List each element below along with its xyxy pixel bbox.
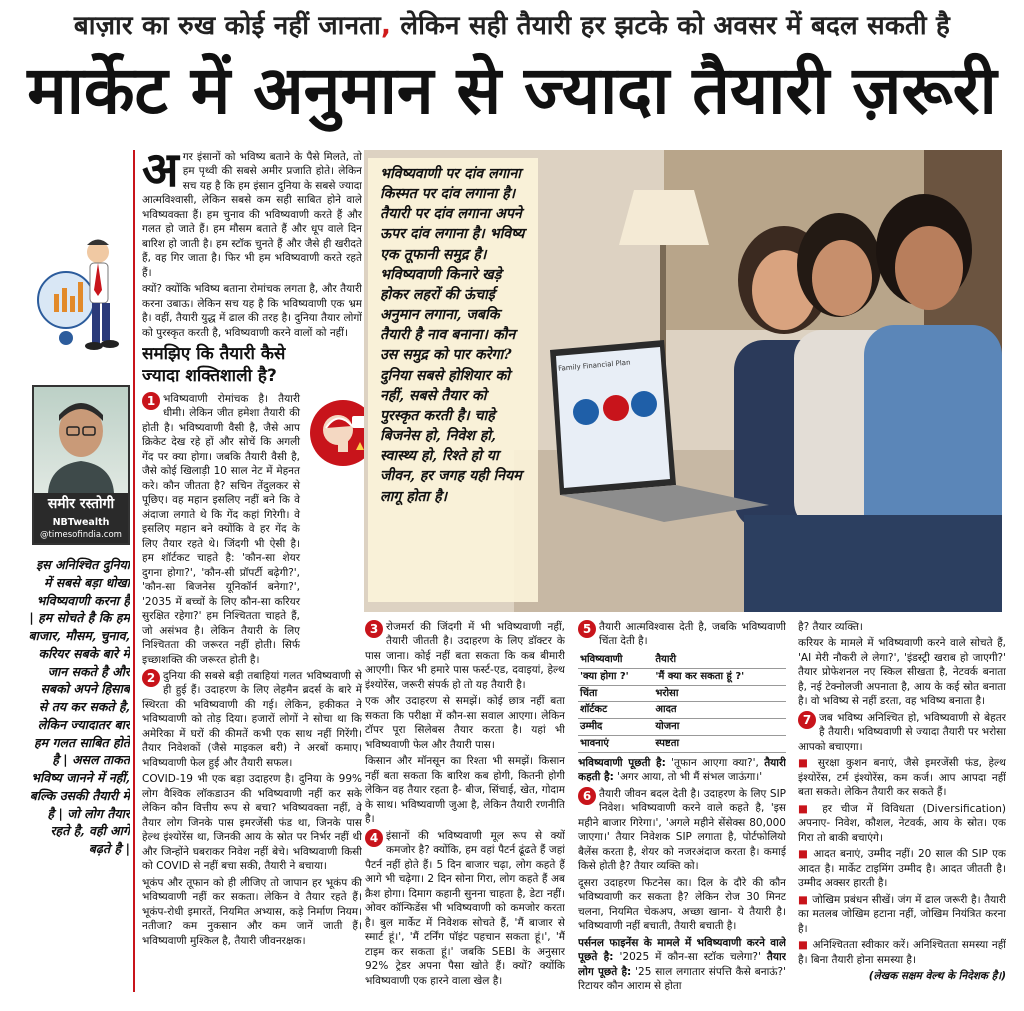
- number-badge-5: 5: [578, 620, 596, 638]
- comparison-table: [578, 652, 786, 753]
- table-row: [578, 735, 786, 752]
- career-paragraph: करियर के मामले में भविष्यवाणी करने वाले सोचते हैं, 'AI मेरी नौकरी ले लेगा?', 'इंडस्ट्री खराब हो जाएगी?' तैयार प्रोफेशनल नए स्किल सीखता है, नेटवर्क बनाता है, नई टेक्नोलजी अपनाता है, आय के कई स्रोत बनाता है। वो भविष्य से नहीं डरता, वह भविष्य बनाता है।: [798, 637, 1006, 708]
- list-item: ■ आदत बनाएं, उम्मीद नहीं। 20 साल की SIP एक आदत है। मार्केट टाइमिंग उम्मीद है। आदत जीतती है। उम्मीद अक्सर हारती है।: [798, 848, 1006, 890]
- table-header-cell: तैयारी: [653, 652, 786, 668]
- asks-paragraph: भविष्यवाणी पूछती है: 'तूफान आएगा क्या?', तैयारी कहती है: 'अगर आया, तो भी मैं संभल जाऊंगा।': [578, 756, 786, 784]
- point-4: 4 इंसानों की भविष्यवाणी मूल रूप से क्यों कमजोर है? क्योंकि, हम वहां पैटर्न ढूंढते हैं जहां पैटर्न नहीं होते हैं। 5 दिन बाजार चढ़ा, लोग कहते हैं आगे भी चढ़ेगा। 2 दिन सोना गिरा, लोग कहते हैं अब क्रैश होगा। दिमाग कहानी सुनना चाहता है, डेटा नहीं। ओवर कॉन्फिडेंस भी भविष्यवाणी को कमजोर करता है। बुल मार्केट में निवेशक सोचते हैं, 'मैं बाजार से स्मार्ट हूं।', 'मैं टर्निंग पॉइंट पहचान सकता हूं।', 'मैं टाइम कर सकता हूं।' जबकि SEBI के अनुसार 92% ट्रेडर अपना पैसा खोते हैं। क्यों? क्योंकि भविष्यवाणी एक हारने वाला खेल है।: [365, 829, 565, 987]
- table-cell: भरोसा: [653, 685, 786, 702]
- continuation-text: है? तैयार व्यक्ति।: [798, 621, 863, 633]
- bullet-icon: ■: [798, 802, 823, 815]
- table-cell: आदत: [653, 702, 786, 719]
- earthquake-paragraph: भूकंप और तूफान को ही लीजिए तो जापान हर भूकंप की भविष्यवाणी नहीं कर सकता। लेकिन वे तैयार रहते हैं। भूकंप-रोधी इमारतें, नियमित अभ्यास, कड़े निर्माण नियम। नतीजा? कम नुकसान और कम जानें जाती हैं। भविष्यवाणी मुश्किल है, तैयारी जीवनरक्षक।: [142, 876, 362, 947]
- number-badge-4: 4: [365, 829, 383, 847]
- author-handle: @timesofindia.com: [40, 530, 122, 540]
- number-badge-6: 6: [578, 787, 596, 805]
- column-1: [142, 150, 362, 1000]
- point-1: 1 भविष्यवाणी रोमांचक है। तैयारी धीमी। लेकिन जीत हमेशा तैयारी की होती है। भविष्यवाणी वैसी है, जैसे आप क्रिकेट देख रहे हों और सोचें कि अगली गेंद पर क्या होगा। जबकि तैयारी वैसी है, जैसे कोई खिलाड़ी 10 साल नेट में मेहनत करे। कौन जीतता है? सचिन तेंदुलकर से पूछिए। वह महान इसलिए नहीं बने कि वे अंदाजा लगाते थे कि गेंद कहां गिरेगी। वे इसलिए महान बने क्योंकि वे हर गेंद के लिए तैयार रहते थे। जिंदगी भी ऐसी है। हम शॉर्टकट चाहते है: 'कौन-सा शेयर दुगना होगा?', 'कौन-सी प्रॉपर्टी बढ़ेगी?', 'कौन-सा बिजनेस यूनिकॉर्न बनेगा?', '2035 में बच्चों के लिए कौन-सा करियर सुरक्षित रहेगा?' हम निश्चितता चाहते हैं, जो असंभव है। लेकिन तैयारी के लिए निश्चितता की जरूरत नहीं होती। सिर्फ इच्छाशक्ति की जरूरत होती है।: [142, 392, 300, 666]
- point-2: 2 दुनिया की सबसे बड़ी तबाहियां गलत भविष्यवाणी से ही हुई हैं। उदाहरण के लिए लेहमैन ब्रदर्स के बारे में स्थिरता की भविष्यवाणी की गई। लेकिन, हकीकत ने भविष्यवाणी को तोड़ दिया। हजारों लोगों ने सोचा था कि अमेरिका में घरों की कीमतें कभी एक साथ नहीं गिरेंगी। तैयार निवेशकों (जैसे माइकल बरी) ने अरबों कमाए। भविष्यवाणी फेल हुई और तैयारी सफल।: [142, 670, 362, 769]
- list-item: ■ सुरक्षा कुशन बनाएं, जैसे इमरजेंसी फंड, हेल्थ इंश्योरेंस, टर्म इंश्योरेंस, कम कर्ज। आप आपदा नहीं बता सकते। लेकिन तैयारी कर सकते हैं।: [798, 757, 1006, 799]
- column-divider: [133, 150, 135, 992]
- kicker-part2: लेकिन सही तैयारी हर झटके को अवसर में बदल सकती है: [391, 11, 951, 41]
- table-header-cell: भविष्यवाणी: [578, 652, 653, 668]
- list-item: ■ अनिश्चितता स्वीकार करें। अनिश्चितता समस्या नहीं है। बिना तैयारी होना समस्या है।: [798, 939, 1006, 966]
- intro-paragraph: अगर इंसानों को भविष्य बताने के पैसे मिलते, तो हम पृथ्वी की सबसे अमीर प्रजाति होते। लेकिन सच यह है कि हम इंसान दुनिया के सबसे ज्यादा आत्मविश्वासी, लेकिन सबसे कम सही साबित होने वाले भविष्यवक्ता हैं। हम चुनाव की भविष्यवाणी करते हैं और गलत हो जाते हैं। हम मौसम बताते हैं और धूप वाले दिन बारिश हो जाती है। हम स्टॉक चुनते हैं और जैसे ही खरीदते हैं, वह गिर जाता है। फिर भी हम भविष्यवाणी करते रहते हैं।: [142, 150, 362, 279]
- table-cell: शॉर्टकट: [578, 702, 653, 719]
- column-3: [578, 620, 786, 1000]
- bullet-icon: ■: [798, 848, 814, 861]
- sidebar-quote: इस अनिश्चित दुनिया में सबसे बड़ा धोखा भविष्यवाणी करना है | हम सोचते है कि हम बाजार, मौसम, चुनाव, करियर सबके बारे में जान सकते है और सबको अपने हिसाब से तय कर सकते है, लेकिन ज्यादातर बार हम गलत साबित होते है | असल ताकत भविष्य जानने में नहीं, बल्कि उसकी तैयारी में है | जो लोग तैयार रहते है, वही आगे बढ़ते है |: [28, 557, 130, 856]
- kicker-comma: ,: [381, 11, 392, 41]
- author-credit: (लेखक सक्षम वेल्थ के निदेशक है।): [868, 970, 1006, 983]
- pull-quote: भविष्यवाणी पर दांव लगाना किस्मत पर दांव लगाना है। तैयारी पर दांव लगाना अपने ऊपर दांव लगाना है। भविष्य एक तूफानी समुद्र है। भविष्यवाणी किनारे खड़े होकर लहरों की ऊंचाई अनुमान लगाना, जबकि तैयारी है नाव बनाना। कौन उस समुद्र को पार करेगा? दुनिया सबसे होशियार को नहीं, सबसे तैयार को पुरस्कृत करती है। चाहे बिजनेस हो, निवेश हो, स्वास्थ्य हो, रिश्ते हो या जीवन, हर जगह यही नियम लागू होता है।: [368, 158, 538, 602]
- table-cell: 'मैं क्या कर सकता हूं ?': [653, 668, 786, 685]
- farmer-paragraph: किसान और मॉनसून का रिश्ता भी समझें। किसान नहीं बता सकता कि बारिश कब होगी, कितनी होगी लेकिन वह तैयार रहता है- बीज, सिंचाई, खेत, गोदाम के साथ। भविष्यवाणी जुआ है, लेकिन तैयारी रणनीति है।: [365, 755, 565, 826]
- table-cell: 'क्या होगा ?': [578, 668, 653, 685]
- table-row: [578, 668, 786, 685]
- cartoon-illustration: [28, 230, 128, 360]
- table-row: [578, 685, 786, 702]
- point-6: 6 तैयारी जीवन बदल देती है। उदाहरण के लिए SIP निवेश। भविष्यवाणी करने वाले कहते है, 'इस महीने बाजार गिरेगा।', 'अगले महीने सेंसेक्स 80,000 जाएगा।' तैयार निवेशक SIP लगाता है, पोर्टफोलियो बैलेंस करता है, शेयर को नजरअंदाज करता है। कमाई किसे होती है? तैयार व्यक्ति को।: [578, 787, 786, 873]
- point-5: 5 तैयारी आत्मविश्वास देती है, जबकि भविष्यवाणी चिंता देती है।: [578, 620, 786, 649]
- list-item: ■ हर चीज में विविधता (Diversification) अपनाए- निवेश, कौशल, नेटवर्क, आय के स्रोत। एक गिरा तो बाकी बचाएंगे।: [798, 802, 1006, 844]
- author-name: समीर रस्तोगी: [47, 496, 115, 512]
- table-row: [578, 719, 786, 736]
- number-badge-7: 7: [798, 711, 816, 729]
- column-4: [798, 620, 1006, 1000]
- fitness-paragraph: दूसरा उदाहरण फिटनेस का। दिल के दौरे की कौन भविष्यवाणी कर सकता है? लेकिन रोज 30 मिनट चलना, नियमित चेकअप, अच्छा खाना- ये तैयारी है। भविष्यवाणी नहीं बचाती, तैयारी बचाती है।: [578, 876, 786, 933]
- why-paragraph: क्यों? क्योंकि भविष्य बताना रोमांचक लगता है, और तैयारी करना उबाऊ। लेकिन सच यह है कि भविष्यवाणी एक भ्रम है। वहीं, तैयारी युद्ध में ढाल की तरह है। दुनिया तैयार लोगों को पुरस्कृत करती है, भविष्यवाणी करने वालों को नहीं।: [142, 283, 362, 339]
- point-7: 7 जब भविष्य अनिश्चित हो, भविष्यवाणी से बेहतर है तैयारी। भविष्यवाणी से ज्यादा तैयारी पर भरोसा आपको बचाएगा।: [798, 711, 1006, 753]
- exam-paragraph: एक और उदाहरण से समझें। कोई छात्र नहीं बता सकता कि परीक्षा में कौन-सा सवाल आएगा। लेकिन टॉपर पूरा सिलेबस तैयार करता है। यहां भी भविष्यवाणी फेल और तैयारी पास।: [365, 695, 565, 751]
- bullet-icon: ■: [798, 893, 813, 906]
- predictor-cartoon-icon: [28, 230, 128, 360]
- bullet-icon: ■: [798, 939, 813, 952]
- table-cell: स्पष्टता: [653, 735, 786, 752]
- table-cell: उम्मीद: [578, 719, 653, 736]
- author-card: [32, 385, 130, 545]
- table-cell: भावनाएं: [578, 735, 653, 752]
- number-badge-1: 1: [142, 392, 160, 410]
- bullet-icon: ■: [798, 757, 818, 770]
- author-portrait-icon: [34, 387, 128, 493]
- author-brand: NBTwealth: [52, 517, 110, 528]
- dropcap: अ: [142, 150, 179, 198]
- table-row: [578, 702, 786, 719]
- kicker: [0, 6, 1024, 42]
- table-cell: योजना: [653, 719, 786, 736]
- column-2: [365, 620, 565, 1000]
- number-badge-3: 3: [365, 620, 383, 638]
- table-cell: चिंता: [578, 685, 653, 702]
- table-header-row: [578, 652, 786, 668]
- covid-paragraph: COVID-19 भी एक बड़ा उदाहरण है। दुनिया के 99% लोग वैश्विक लॉकडाउन की भविष्यवाणी नहीं कर सके लेकिन कौन वित्तीय रूप से बचा? भविष्यवक्ता नहीं, वे तैयार लोग जिनके पास इमरजेंसी फंड था, जिनके पास हेल्थ इंश्योरेंस था, जिनकी आय के स्रोत पर निर्भर नहीं थी और जिन्होंने घबराकर निवेश नहीं बेचे। भविष्यवाणी किसी को COVID से नहीं बचा सकी, तैयारी ने बचाया।: [142, 773, 362, 873]
- list-item: ■ जोखिम प्रबंधन सीखें। जंग में ढाल जरूरी है। तैयारी का मतलब जोखिम हटाना नहीं, जोखिम नियंत्रित करना है।: [798, 893, 1006, 935]
- headline: मार्केट में अनुमान से ज्यादा तैयारी ज़रूरी: [27, 52, 997, 129]
- kicker-part1: बाज़ार का रुख कोई नहीं जानता: [73, 11, 381, 41]
- finance-paragraph: पर्सनल फाइनेंस के मामले में भविष्यवाणी करने वाले पूछते है: '2025 में कौन-सा स्टॉक चलेगा?' तैयार लोग पूछते है: '25 साल लगातार संपत्ति कैसे बनाऊं?' रिटायर कौन आराम से होता: [578, 936, 786, 993]
- subheading: समझिए कि तैयारी कैसे ज्यादा शक्तिशाली है?: [142, 344, 286, 386]
- number-badge-2: 2: [142, 669, 160, 687]
- point-3: 3 रोजमर्रा की जिंदगी में भी भविष्यवाणी नहीं, तैयारी जीतती है। उदाहरण के लिए डॉक्टर के पास जाना। कोई नहीं बता सकता कि कब बीमारी आएगी। फिर भी हमारे पास फर्स्ट-एड, दवाइयां, हेल्थ इंश्योरेंस, जरूरी संपर्क हो तो यह तैयारी है।: [365, 621, 565, 691]
- laptop-screen-title: Family Financial Plan: [557, 358, 631, 373]
- author-photo: [34, 387, 128, 493]
- author-info: [34, 493, 128, 543]
